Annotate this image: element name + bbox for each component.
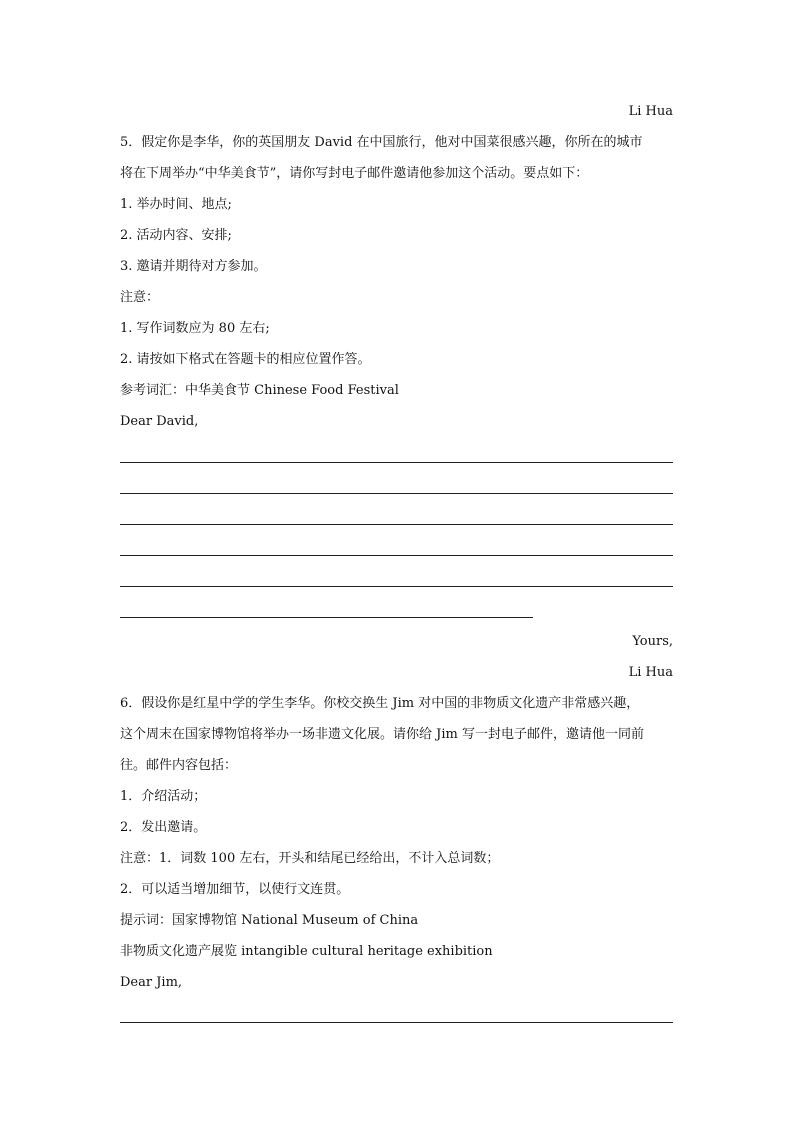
q6-prompt-line2: 这个周末在国家博物馆将举办一场非遗文化展。请你给 Jim 写一封电子邮件，邀请他一同前	[120, 727, 644, 742]
q5-answer-line	[120, 555, 673, 556]
q5-prompt-line2: 将在下周举办“中华美食节”，请你写封电子邮件邀请他参加这个活动。要点如下：	[120, 166, 589, 181]
q5-prompt-line1: 5．假定你是李华，你的英国朋友 David 在中国旅行，他对中国菜很感兴趣，你所在的城市	[120, 135, 643, 150]
q6-point-1: 1．介绍活动；	[120, 789, 207, 804]
q5-answer-line	[120, 586, 673, 587]
q6-prompt-line1: 6．假设你是红星中学的学生李华。你校交换生 Jim 对中国的非物质文化遗产非常感兴趣，	[120, 696, 640, 711]
q5-note-2: 2. 请按如下格式在答题卡的相应位置作答。	[120, 352, 371, 367]
signature-top: Li Hua	[628, 104, 673, 119]
q5-point-1: 1. 举办时间、地点;	[120, 197, 232, 212]
q5-point-2: 2. 活动内容、安排;	[120, 228, 232, 243]
q5-vocab: 参考词汇：中华美食节 Chinese Food Festival	[120, 383, 399, 398]
q6-note-1: 注意：1．词数 100 左右，开头和结尾已经给出，不计入总词数；	[120, 851, 500, 866]
q5-point-3: 3. 邀请并期待对方参加。	[120, 259, 267, 274]
q5-notes-title: 注意：	[120, 290, 160, 305]
q5-answer-line	[120, 493, 673, 494]
q5-greeting: Dear David,	[120, 414, 199, 429]
q5-answer-line	[120, 462, 673, 463]
q6-answer-line	[120, 1022, 673, 1023]
q6-hint-1: 提示词：国家博物馆 National Museum of China	[120, 913, 419, 928]
q5-signature: Li Hua	[628, 665, 673, 680]
q5-note-1: 1. 写作词数应为 80 左右;	[120, 321, 270, 336]
q5-closing: Yours,	[632, 634, 673, 649]
q5-answer-line-short	[120, 617, 533, 618]
q6-prompt-line3: 往。邮件内容包括：	[120, 758, 238, 773]
q6-note-2: 2．可以适当增加细节，以使行文连贯。	[120, 882, 350, 897]
q6-point-2: 2．发出邀请。	[120, 820, 207, 835]
q6-hint-2: 非物质文化遗产展览 intangible cultural heritage exhibition	[120, 944, 493, 959]
q6-greeting: Dear Jim,	[120, 975, 183, 990]
q5-answer-line	[120, 524, 673, 525]
